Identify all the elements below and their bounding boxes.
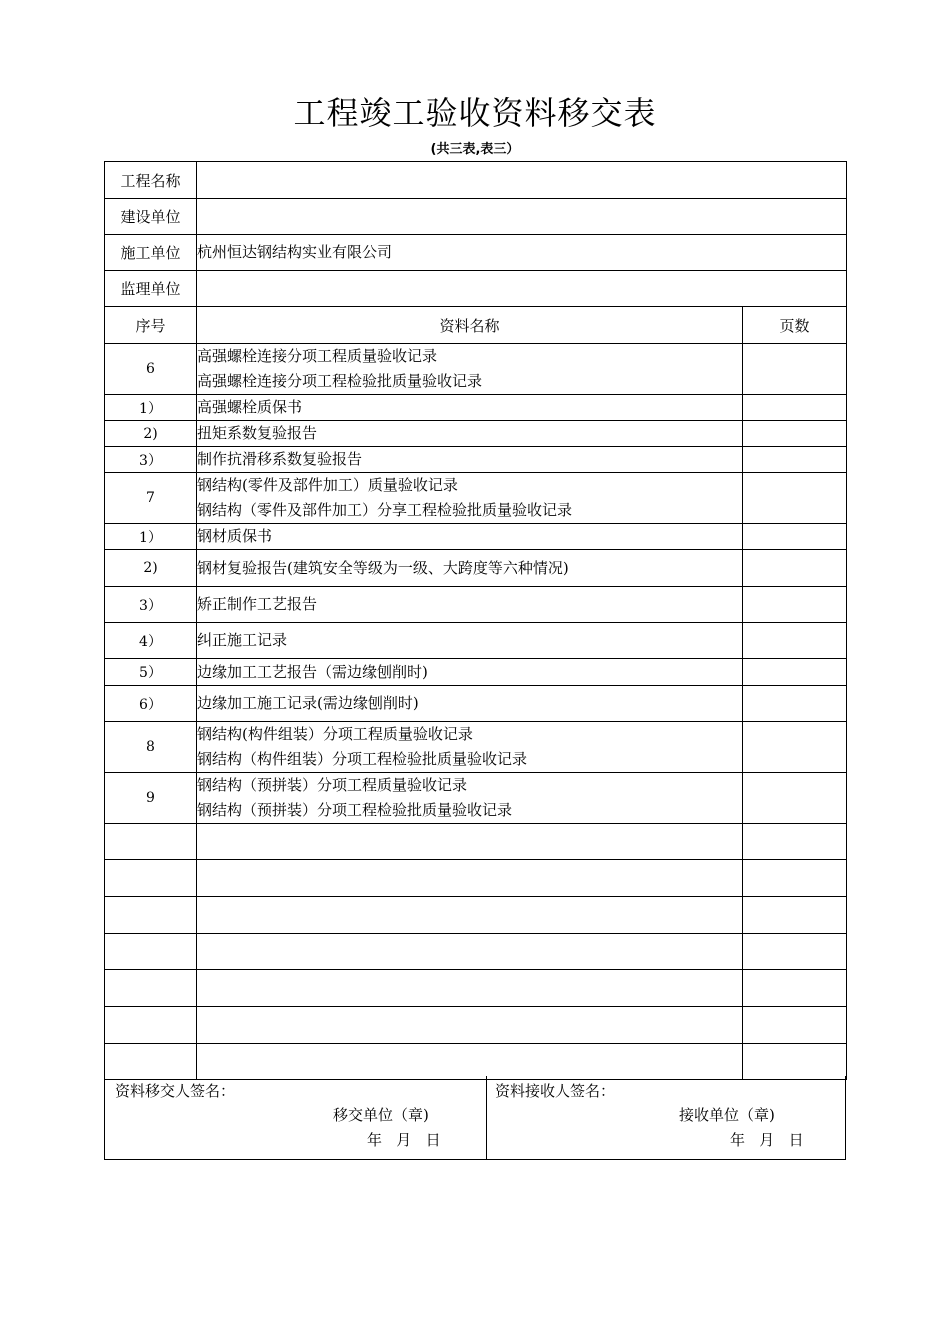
table-row <box>105 1044 847 1080</box>
row-pages <box>743 447 847 473</box>
receive-date-label: 年 月 日 <box>730 1131 804 1149</box>
row-name: 矫正制作工艺报告 <box>197 587 743 623</box>
table-row <box>105 722 847 773</box>
table-row <box>105 473 847 524</box>
table-row <box>105 395 847 421</box>
row-seq <box>105 934 197 970</box>
row-seq: 2) <box>105 550 197 587</box>
transfer-signer-label: 资料移交人签名： <box>115 1082 236 1100</box>
row-name <box>197 860 743 897</box>
column-header-row <box>105 307 847 344</box>
table-row <box>105 623 847 659</box>
row-seq: 6 <box>105 344 197 395</box>
transfer-signature-block <box>105 1076 487 1159</box>
receive-unit-label: 接收单位（章) <box>679 1106 775 1124</box>
row-pages <box>743 623 847 659</box>
table-row <box>105 587 847 623</box>
row-seq <box>105 897 197 934</box>
row-name-line: 高强螺栓连接分项工程检验批质量验收记录 <box>197 372 483 390</box>
row-name-line: 钢结构（构件组装）分项工程检验批质量验收记录 <box>197 750 528 768</box>
row-name: 边缘加工施工记录(需边缘刨削时) <box>197 686 743 722</box>
info-label: 工程名称 <box>105 162 197 199</box>
row-pages <box>743 934 847 970</box>
table-row <box>105 344 847 395</box>
row-pages <box>743 897 847 934</box>
row-pages <box>743 524 847 550</box>
row-name <box>197 1007 743 1044</box>
info-value: 杭州恒达钢结构实业有限公司 <box>197 235 847 271</box>
table-row <box>105 1007 847 1044</box>
table-row <box>105 447 847 473</box>
row-seq: 6） <box>105 686 197 722</box>
table-row <box>105 773 847 824</box>
row-name <box>197 824 743 860</box>
row-name: 边缘加工工艺报告（需边缘刨削时) <box>197 659 743 686</box>
row-seq <box>105 970 197 1007</box>
transfer-table <box>104 161 847 1080</box>
signature-section <box>104 1076 846 1160</box>
row-name <box>197 473 743 524</box>
row-pages <box>743 344 847 395</box>
row-seq: 8 <box>105 722 197 773</box>
row-pages <box>743 473 847 524</box>
row-pages <box>743 722 847 773</box>
seq-header: 序号 <box>105 307 197 344</box>
table-row <box>105 659 847 686</box>
table-row <box>105 860 847 897</box>
info-row-construction-unit <box>105 199 847 235</box>
info-value <box>197 271 847 307</box>
row-pages <box>743 1007 847 1044</box>
info-row-project-name <box>105 162 847 199</box>
row-seq <box>105 1044 197 1080</box>
table-row <box>105 421 847 447</box>
row-seq: 1） <box>105 395 197 421</box>
row-seq: 3） <box>105 447 197 473</box>
table-row <box>105 970 847 1007</box>
document-subtitle: (共三表,表三） <box>430 142 520 157</box>
row-pages <box>743 860 847 897</box>
row-pages <box>743 1044 847 1080</box>
table-row <box>105 824 847 860</box>
table-row <box>105 897 847 934</box>
row-seq: 1） <box>105 524 197 550</box>
row-name: 高强螺栓质保书 <box>197 395 743 421</box>
row-name-line: 钢结构（零件及部件加工）分享工程检验批质量验收记录 <box>197 501 573 519</box>
document-title: 工程竣工验收资料移交表 <box>293 94 657 132</box>
row-pages <box>743 587 847 623</box>
row-name <box>197 970 743 1007</box>
row-seq: 2) <box>105 421 197 447</box>
row-pages <box>743 686 847 722</box>
row-seq <box>105 1007 197 1044</box>
info-label: 建设单位 <box>105 199 197 235</box>
row-name <box>197 1044 743 1080</box>
row-name-line: 钢结构（预拼装）分项工程质量验收记录 <box>197 776 468 794</box>
info-label: 施工单位 <box>105 235 197 271</box>
row-seq: 4） <box>105 623 197 659</box>
pages-header: 页数 <box>743 307 847 344</box>
row-name <box>197 344 743 395</box>
info-row-supervisor <box>105 271 847 307</box>
row-seq: 9 <box>105 773 197 824</box>
row-name: 钢材复验报告(建筑安全等级为一级、大跨度等六种情况) <box>197 550 743 587</box>
row-seq: 5） <box>105 659 197 686</box>
name-header: 资料名称 <box>197 307 743 344</box>
row-seq <box>105 824 197 860</box>
transfer-unit-label: 移交单位（章) <box>333 1106 429 1124</box>
row-pages <box>743 550 847 587</box>
row-name <box>197 897 743 934</box>
row-name-line: 钢结构（预拼装）分项工程检验批质量验收记录 <box>197 801 513 819</box>
row-name: 扭矩系数复验报告 <box>197 421 743 447</box>
receive-signature-block <box>486 1076 846 1159</box>
info-value <box>197 199 847 235</box>
table-row <box>105 524 847 550</box>
row-name-line: 高强螺栓连接分项工程质量验收记录 <box>197 347 438 365</box>
row-seq: 7 <box>105 473 197 524</box>
row-name-line: 钢结构(构件组装）分项工程质量验收记录 <box>197 725 473 743</box>
row-pages <box>743 824 847 860</box>
row-pages <box>743 970 847 1007</box>
row-pages <box>743 659 847 686</box>
row-name: 纠正施工记录 <box>197 623 743 659</box>
row-seq: 3） <box>105 587 197 623</box>
row-pages <box>743 395 847 421</box>
info-row-builder <box>105 235 847 271</box>
row-name <box>197 722 743 773</box>
table-row <box>105 550 847 587</box>
row-name: 制作抗滑移系数复验报告 <box>197 447 743 473</box>
row-pages <box>743 773 847 824</box>
receive-signer-label: 资料接收人签名： <box>495 1082 616 1100</box>
row-name-line: 钢结构(零件及部件加工）质量验收记录 <box>197 476 458 494</box>
transfer-date-label: 年 月 日 <box>367 1131 441 1149</box>
row-name <box>197 773 743 824</box>
info-label: 监理单位 <box>105 271 197 307</box>
table-row <box>105 934 847 970</box>
table-row <box>105 686 847 722</box>
info-value <box>197 162 847 199</box>
row-seq <box>105 860 197 897</box>
row-pages <box>743 421 847 447</box>
row-name <box>197 934 743 970</box>
row-name: 钢材质保书 <box>197 524 743 550</box>
